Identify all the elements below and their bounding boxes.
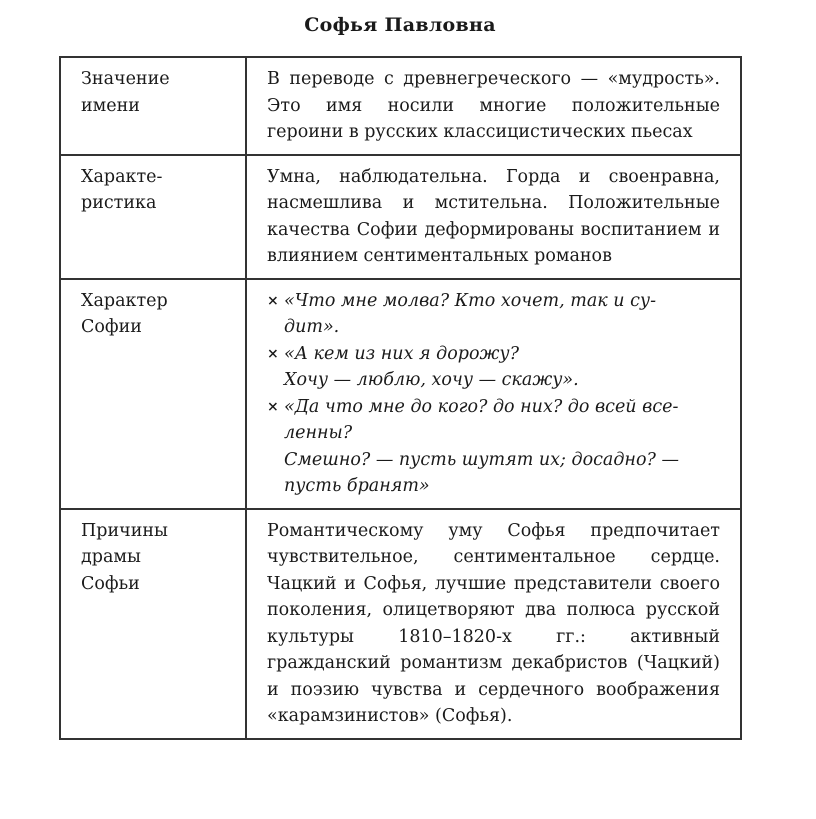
row-label-line: Характе-: [81, 166, 163, 187]
row-label-line: Характер: [81, 290, 168, 311]
character-table: [59, 56, 742, 740]
row-label-line: ристика: [81, 193, 157, 213]
quote-line: «А кем из них я дорожу?: [284, 343, 519, 364]
table-row: [60, 57, 741, 155]
quote-line: «Что мне молва? Кто хочет, так и су-: [284, 290, 656, 311]
characteristic-text: Умна, наблюдательна. Горда и своенравна, насмешлива и мстительна. Положительные качества Софии деформированы воспитанием и влиянием сентиментальных романов: [246, 155, 741, 279]
row-label-cell: [60, 279, 246, 509]
row-label-line: драмы: [81, 547, 141, 567]
row-label-line: имени: [81, 95, 140, 116]
quote-item: [267, 288, 720, 341]
cross-bullet-icon: ×: [267, 345, 279, 362]
drama-reasons-text: Романтическому уму Софья предпочитает чувствительное, сентиментальное сердце. Чацкий и Софья, лучшие представители своего поколения, олицетворяют два полюса русской культуры 1810–1820-х гг.: активный гражданский романтизм декабристов (Чацкий) и поэзию чувства и сердечного воображения «карамзинистов» (Софья).: [246, 509, 741, 739]
name-meaning-text: В переводе с древнегреческого — «мудрость». Это имя носили многие положительные героини в русских классицистических пьесах: [246, 57, 741, 155]
quote-line: Смешно? — пусть шутят их; досадно? —: [284, 449, 679, 470]
row-label-line: Софии: [81, 317, 142, 337]
row-label-line: Значение: [81, 69, 170, 89]
table-row: [60, 509, 741, 739]
row-label-line: Причины: [81, 520, 168, 541]
row-label-cell: [60, 57, 246, 155]
row-label-cell: [60, 509, 246, 739]
quote-line: пусть бранят»: [284, 476, 430, 496]
table-row: [60, 279, 741, 509]
row-label-line: Софьи: [81, 573, 140, 594]
cross-bullet-icon: ×: [267, 292, 279, 309]
quote-item: [267, 341, 720, 394]
quote-line: ленны?: [284, 423, 353, 443]
quote-line: «Да что мне до кого? до них? до всей все-: [284, 396, 679, 417]
cross-bullet-icon: ×: [267, 398, 279, 415]
page-title: Софья Павловна: [304, 14, 496, 36]
row-label-cell: [60, 155, 246, 279]
table-row: [60, 155, 741, 279]
quote-line: дит».: [284, 317, 340, 337]
quote-item: [267, 394, 720, 500]
quotes-cell: [246, 279, 741, 509]
quote-line: Хочу — люблю, хочу — скажу».: [284, 370, 579, 390]
